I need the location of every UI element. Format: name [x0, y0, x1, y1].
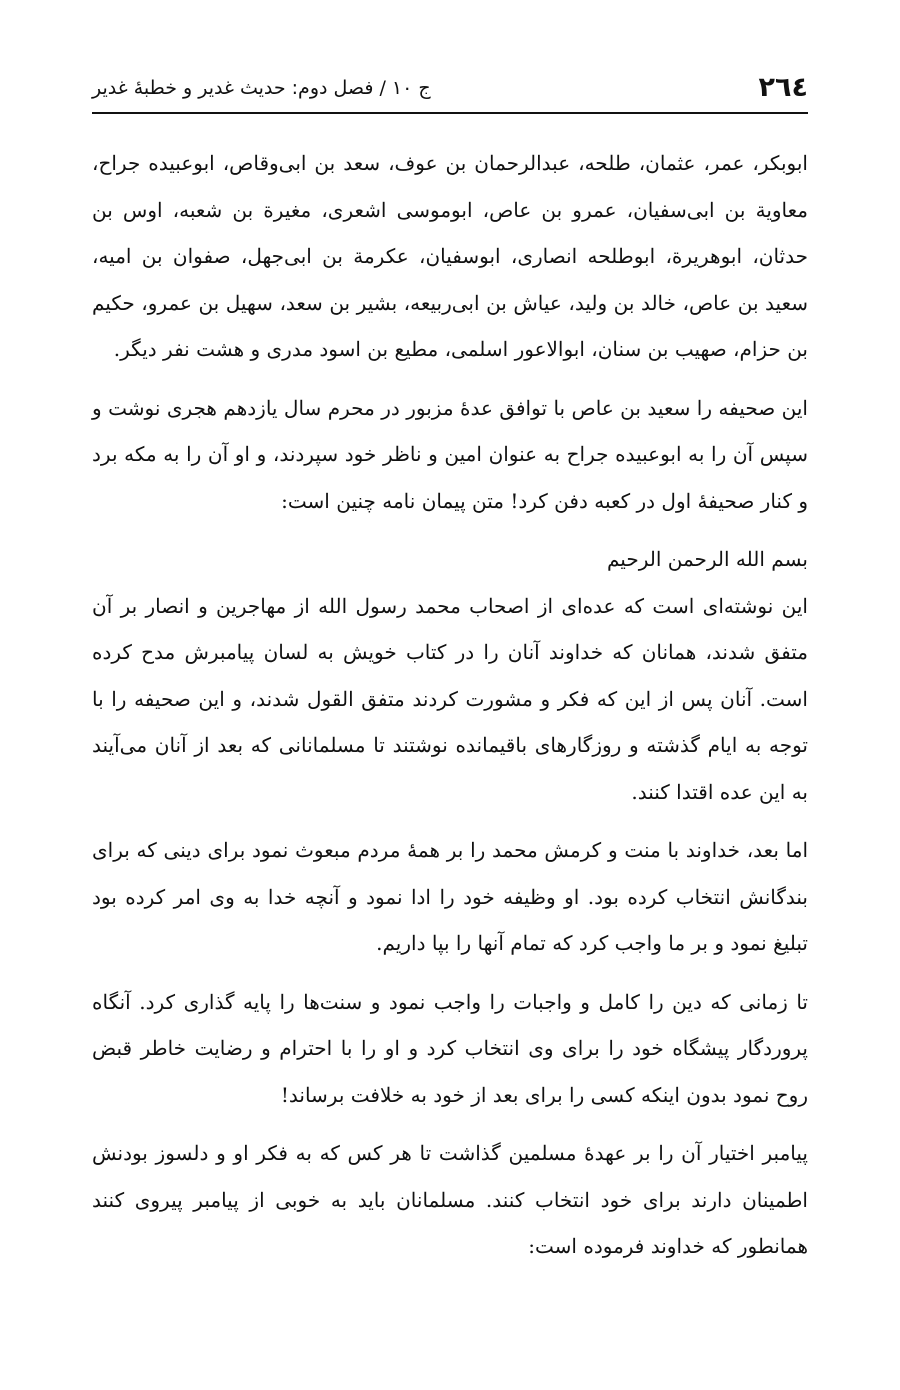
paragraph-prophet-mission: اما بعد، خداوند با منت و کرمش محمد را بر همهٔ مردم مبعوث نمود برای دینی که برای بندگانش انتخاب کرده بود. او وظیفه خود را ادا نمود و آنچه خدا به وی امر کرده بود تبلیغ نمود و بر ما واجب کرد که تمام آنها را بپا داریم. — [92, 838, 808, 955]
paragraph-basmala: بسم الله الرحمن الرحیم — [606, 547, 808, 571]
body-text — [92, 140, 808, 1270]
page-number: ۲٦٤ — [758, 72, 808, 103]
paragraph-completion-of-religion: تا زمانی که دین را کامل و واجبات را واجب نمود و سنت‌ها را پایه گذاری کرد. آنگاه پروردگار پیشگاه خود را برای وی انتخاب کرد و او را با احترام و رضایت خاطر قبض روح نمود بدون اینکه کسی را برای بعد از خود به خلافت برساند! — [92, 989, 808, 1107]
paragraph-document-origin: این صحیفه را سعید بن عاص با توافق عدهٔ مزبور در محرم سال یازدهم هجری نوشت و سپس آن را به ابوعبیده جراح به عنوان امین و ناظر خود سپردند، و او آن را به مکه برد و کنار صحیفهٔ اول در کعبه دفن کرد! متن پیمان نامه چنین است: — [92, 395, 808, 513]
paragraph-choice-of-successor: پیامبر اختیار آن را بر عهدهٔ مسلمین گذاشت تا هر کس که به فکر او و دلسوز بودنش اطمینان دارند برای خود انتخاب کنند. مسلمانان باید به خوبی از پیامبر پیروی کنند همانطور که خداوند فرموده است: — [92, 1141, 808, 1258]
page-header — [92, 60, 808, 114]
running-title: ج ۱۰ / فصل دوم: حدیث غدیر و خطبهٔ غدیر — [92, 77, 431, 99]
paragraph-names-list: ابوبکر، عمر، عثمان، طلحه، عبدالرحمان بن عوف، سعد بن ابی‌وقاص، ابوعبیده جراح، معاویة بن ابی‌سفیان، عمرو بن عاص، ابوموسی اشعری، مغیرة بن شعبه، اوس بن حدثان، ابوهریرة، ابوطلحه انصاری، ابوسفیان، عکرمة بن ابی‌جهل، صفوان بن امیه، سعید بن عاص، خالد بن ولید، عیاش بن ابی‌ربیعه، بشیر بن سعد، سهیل بن عمرو، حکیم بن حزام، صهیب بن سنان، ابوالاعور اسلمی، مطیع بن اسود مدری و هشت نفر دیگر. — [92, 151, 808, 361]
book-page — [92, 60, 808, 1282]
paragraph-document-intro: این نوشته‌ای است که عده‌ای از اصحاب محمد رسول الله از مهاجرین و انصار بر آن متفق شدند، همانان که خداوند آنان را در کتاب خویش به لسان پیامبرش مدح کرده است. آنان پس از این که فکر و مشورت کردند متفق القول شدند، و این صحیفه را با توجه به ایام گذشته و روزگارهای باقیمانده نوشتند تا مسلمانانی که بعد از آنان می‌آیند به این عده اقتدا کنند. — [92, 593, 808, 804]
